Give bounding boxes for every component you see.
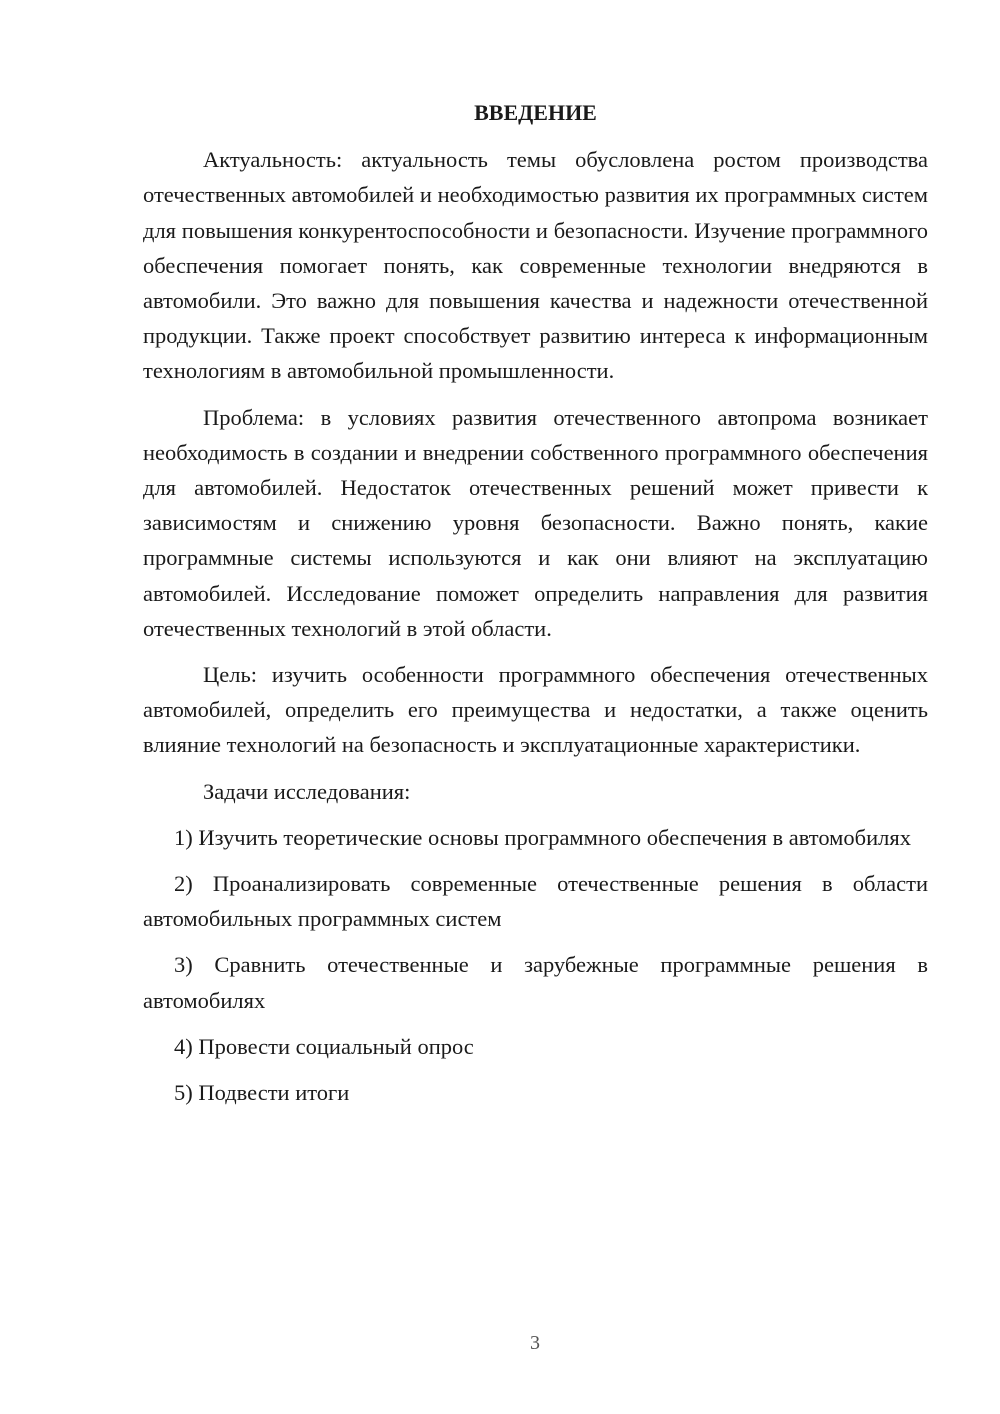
paragraph-goal: Цель: изучить особенности программного обеспечения отечественных автомобилей, определить его преимущества и недостатки, а также оценить влияние технологий на безопасность и эксплуатационные характеристики. [143, 662, 928, 758]
task-item-5: 5) Подвести итоги [174, 1080, 350, 1106]
task-item-2: 2) Проанализировать современные отечественные решения в области автомобильных программных систем [143, 871, 928, 932]
page-title: ВВЕДЕНИЕ [474, 100, 597, 125]
paragraph-relevance: Актуальность: актуальность темы обусловлена ростом производства отечественных автомобилей и необходимостью развития их программных систем для повышения конкурентоспособности и безопасности. Изучение программного обеспечения помогает понять, как современные технологии внедряются в автомобили. Это важно для повышения качества и надежности отечественной продукции. Также проект способствует развитию интереса к информационным технологиям в автомобильной промышленности. [143, 147, 928, 384]
tasks-heading: Задачи исследования: [203, 778, 411, 804]
page-number: 3 [530, 1332, 540, 1354]
paragraph-problem: Проблема: в условиях развития отечественного автопрома возникает необходимость в создании и внедрении собственного программного обеспечения для автомобилей. Недостаток отечественных решений может привести к зависимостям и снижению уровня безопасности. Важно понять, какие программные системы используются и как они влияют на эксплуатацию автомобилей. Исследование поможет определить направления для развития отечественных технологий в этой области. [143, 404, 928, 641]
document-page [143, 95, 928, 1121]
task-item-4: 4) Провести социальный опрос [174, 1033, 474, 1059]
task-item-3: 3) Сравнить отечественные и зарубежные программные решения в автомобилях [143, 952, 928, 1013]
task-item-1: 1) Изучить теоретические основы программного обеспечения в автомобилях [174, 824, 911, 850]
